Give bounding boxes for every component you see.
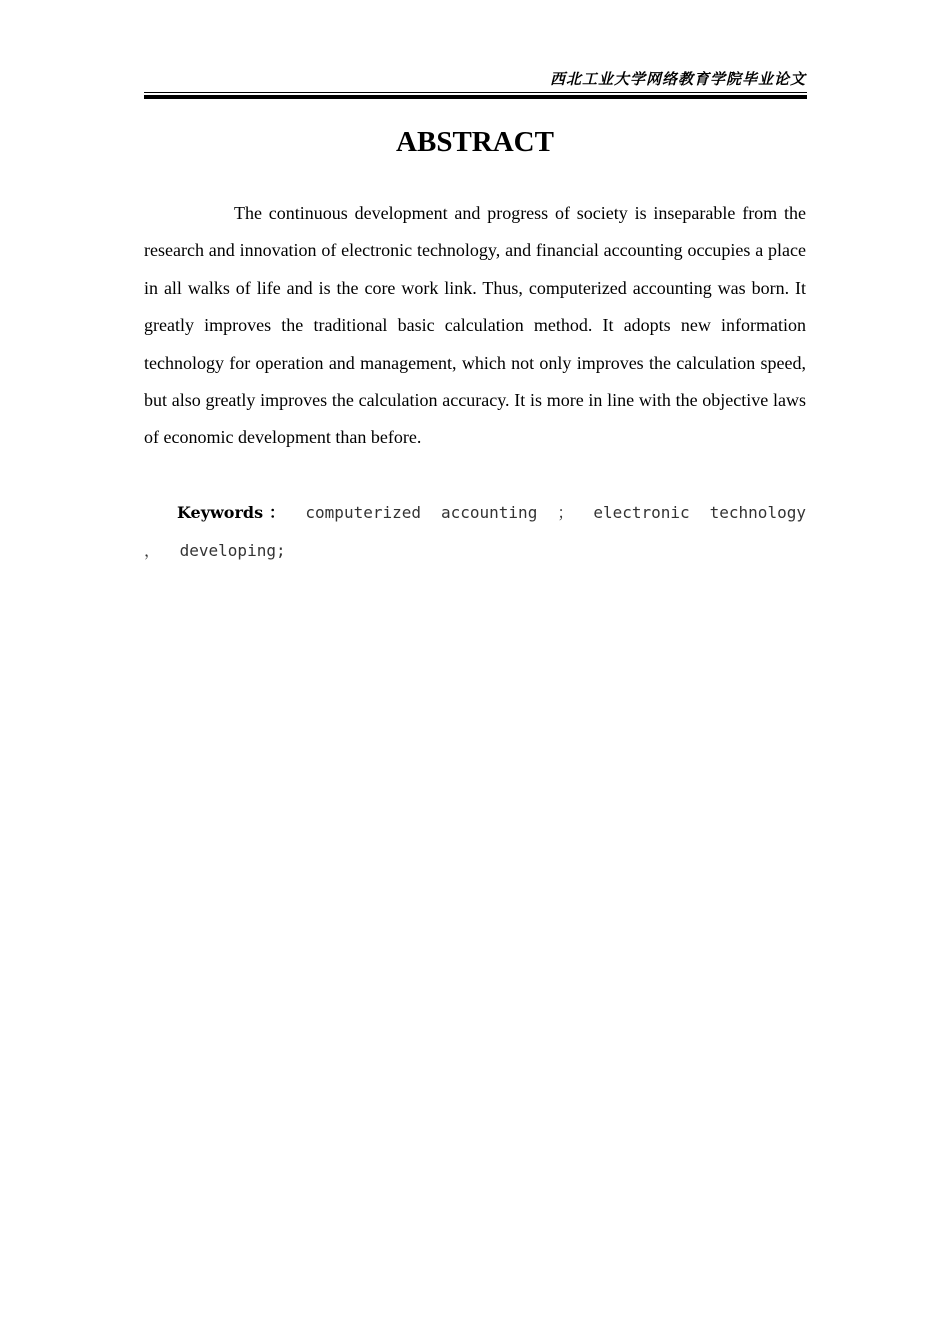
header-rule-thin — [144, 92, 807, 93]
keywords-label: Keywords ： — [177, 503, 286, 522]
abstract-paragraph: The continuous development and progress of society is inseparable from the research and innovation of electronic technology, and financial accounting occupies a place in all walks of life and is the core work link. Thus, computerized accounting was born. It greatly improves the traditional basic calculation method. It adopts new information technology for operation and management, which not only improves the calculation speed, but also greatly improves the calculation accuracy. It is more in line with the objective laws of economic development than before. — [144, 203, 806, 448]
page-header-institution: 西北工业大学网络教育学院毕业论文 — [549, 70, 806, 88]
keywords-text: computerized accounting ； electronic technology ， developing; — [144, 503, 806, 560]
header-rule-thick — [144, 95, 807, 99]
page-title: ABSTRACT — [396, 126, 554, 158]
keywords-paragraph — [144, 494, 806, 570]
